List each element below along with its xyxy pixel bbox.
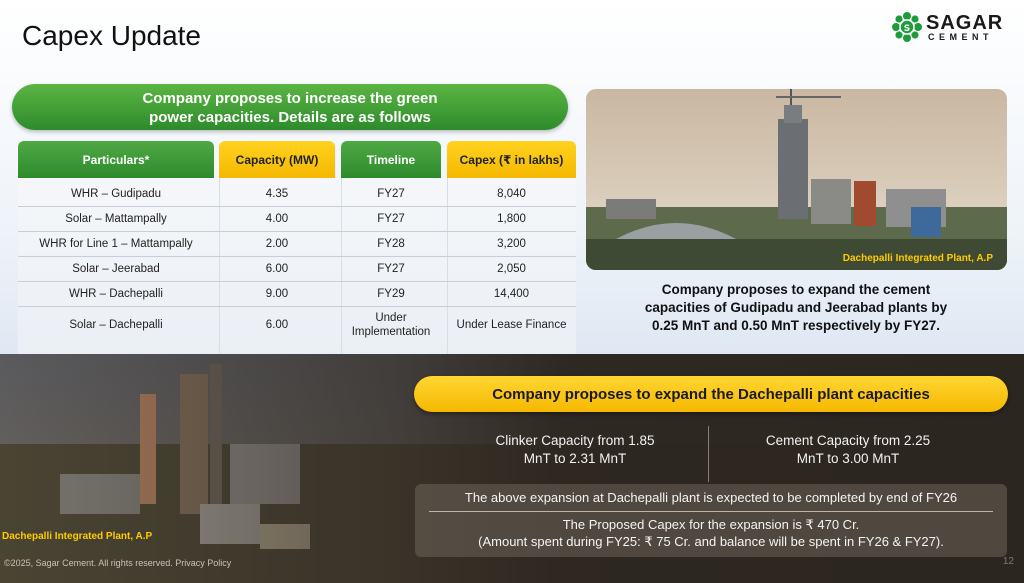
table-cell: Under Implementation [351, 312, 431, 338]
table-cell: WHR – Dachepalli [69, 287, 163, 300]
cement-capacity [728, 432, 968, 468]
table-cell: 3,200 [497, 237, 526, 250]
footer-copyright: ©2025, Sagar Cement. All rights reserved. Privacy Policy [4, 558, 232, 568]
dachepalli-banner: Company proposes to expand the Dachepalli plant capacities [414, 376, 1008, 412]
table-cell: FY27 [377, 187, 405, 200]
table-cell: 6.00 [265, 262, 289, 275]
table-cell: Solar – Mattampally [65, 212, 167, 225]
plant-illustration-top [586, 89, 1007, 270]
table-cell: 4.35 [265, 187, 289, 200]
table-cell: 4.00 [265, 212, 289, 225]
table-cell: WHR for Line 1 – Mattampally [39, 237, 193, 250]
cement-expansion-text [604, 281, 988, 335]
header-capex: Capex (₹ in lakhs) [447, 141, 576, 178]
capacity-divider [708, 426, 709, 482]
table-cell: 2,050 [497, 262, 526, 275]
cement-text-line1: Company proposes to expand the cement [661, 282, 931, 297]
clinker-capacity [455, 432, 695, 468]
plant-photo-top [586, 89, 1007, 270]
green-banner-line1: Company proposes to increase the green [142, 90, 438, 107]
photo-caption-top: Dachepalli Integrated Plant, A.P [842, 253, 993, 264]
capex-line1: The Proposed Capex for the expansion is ₹ 470 Cr. [562, 517, 860, 532]
table-cell: 2.00 [265, 237, 289, 250]
row-divider [18, 306, 576, 307]
header-particulars: Particulars* [18, 141, 214, 178]
clinker-line2: MnT to 2.31 MnT [523, 451, 627, 466]
cement-text-line2: capacities of Gudipadu and Jeerabad plants by [644, 300, 948, 315]
table-cell: FY27 [377, 212, 405, 225]
table-cell: WHR – Gudipadu [70, 187, 162, 200]
table-cell: FY27 [377, 262, 405, 275]
table-cell: FY28 [377, 237, 405, 250]
dachepalli-info-box [415, 484, 1007, 557]
cement-line2: MnT to 3.00 MnT [796, 451, 900, 466]
header-capacity: Capacity (MW) [219, 141, 335, 178]
table-cell: 9.00 [265, 287, 289, 300]
green-banner-line2: power capacities. Details are as follows [149, 109, 431, 126]
clinker-line1: Clinker Capacity from 1.85 [495, 433, 655, 448]
logo-name: SAGAR [926, 12, 1004, 34]
header-timeline: Timeline [341, 141, 441, 178]
table-cell: FY29 [377, 287, 405, 300]
sagar-cement-logo [892, 12, 1012, 44]
page-title: Capex Update [22, 20, 202, 51]
table-cell: 14,400 [493, 287, 530, 300]
table-cell: Under Lease Finance [456, 319, 567, 331]
page-number: 12 [1002, 556, 1014, 567]
table-cell: Solar – Jeerabad [72, 262, 160, 275]
sagar-flower-logo-icon [892, 12, 922, 42]
cement-line1: Cement Capacity from 2.25 [765, 433, 931, 448]
cement-text-line3: 0.25 MnT and 0.50 MnT respectively by FY27. [651, 318, 941, 333]
green-power-banner [12, 84, 568, 130]
info-divider [429, 511, 993, 512]
capex-line2: (Amount spent during FY25: ₹ 75 Cr. and balance will be spent in FY26 & FY27). [478, 534, 944, 549]
photo-caption-bottom: Dachepalli Integrated Plant, A.P [2, 531, 153, 542]
table-cell: 6.00 [265, 319, 289, 331]
logo-sub: CEMENT [928, 32, 993, 42]
svg-text:S: S [903, 24, 911, 34]
table-cell: 1,800 [497, 212, 526, 225]
table-cell: 8,040 [497, 187, 526, 200]
completion-text: The above expansion at Dachepalli plant is expected to be completed by end of FY26 [464, 490, 958, 505]
table-cell: Solar – Dachepalli [69, 319, 163, 331]
capex-text [415, 516, 1007, 550]
